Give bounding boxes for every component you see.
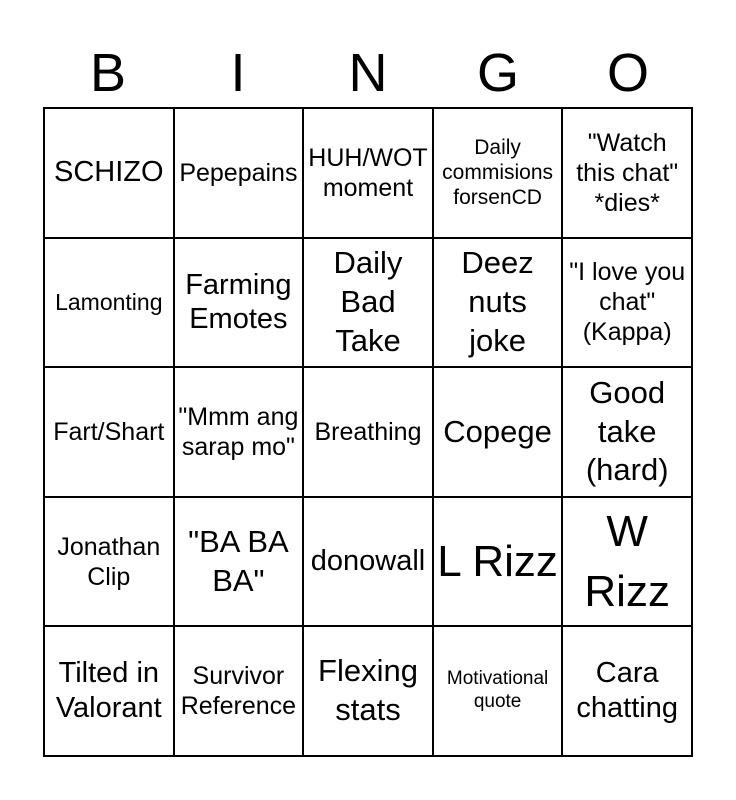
bingo-cell[interactable]: L Rizz bbox=[434, 498, 564, 628]
bingo-cell[interactable]: Tilted in Valorant bbox=[45, 627, 175, 757]
bingo-cell[interactable]: Copege bbox=[434, 368, 564, 498]
header-letter-i: I bbox=[230, 43, 246, 103]
bingo-cell[interactable]: HUH/WOT moment bbox=[304, 109, 434, 239]
bingo-cell[interactable]: donowall bbox=[304, 498, 434, 628]
header-letter-n: N bbox=[348, 43, 388, 103]
bingo-cell[interactable]: Survivor Reference bbox=[175, 627, 305, 757]
bingo-header bbox=[43, 38, 693, 108]
header-letter-g: G bbox=[476, 43, 519, 103]
bingo-cell[interactable]: Motivational quote bbox=[434, 627, 564, 757]
bingo-cell[interactable]: Pepepains bbox=[175, 109, 305, 239]
bingo-cell[interactable]: "Watch this chat" *dies* bbox=[563, 109, 693, 239]
bingo-cell[interactable]: Lamonting bbox=[45, 239, 175, 369]
bingo-cell[interactable]: SCHIZO bbox=[45, 109, 175, 239]
bingo-cell[interactable]: Cara chatting bbox=[563, 627, 693, 757]
bingo-cell[interactable]: "I love you chat" (Kappa) bbox=[563, 239, 693, 369]
header-letter-o: O bbox=[606, 43, 649, 103]
bingo-cell[interactable]: Daily Bad Take bbox=[304, 239, 434, 369]
bingo-cell[interactable]: W Rizz bbox=[563, 498, 693, 628]
bingo-cell[interactable]: Good take (hard) bbox=[563, 368, 693, 498]
bingo-cell[interactable]: Deez nuts joke bbox=[434, 239, 564, 369]
header-letter-b: B bbox=[89, 43, 127, 103]
bingo-cell[interactable]: Fart/Shart bbox=[45, 368, 175, 498]
bingo-cell[interactable]: "Mmm ang sarap mo" bbox=[175, 368, 305, 498]
bingo-cell[interactable]: Flexing stats bbox=[304, 627, 434, 757]
bingo-cell[interactable]: Farming Emotes bbox=[175, 239, 305, 369]
bingo-cell[interactable]: Jonathan Clip bbox=[45, 498, 175, 628]
bingo-cell[interactable]: "BA BA BA" bbox=[175, 498, 305, 628]
bingo-grid bbox=[43, 107, 693, 757]
bingo-cell[interactable]: Daily commisions forsenCD bbox=[434, 109, 564, 239]
bingo-cell[interactable]: Breathing bbox=[304, 368, 434, 498]
